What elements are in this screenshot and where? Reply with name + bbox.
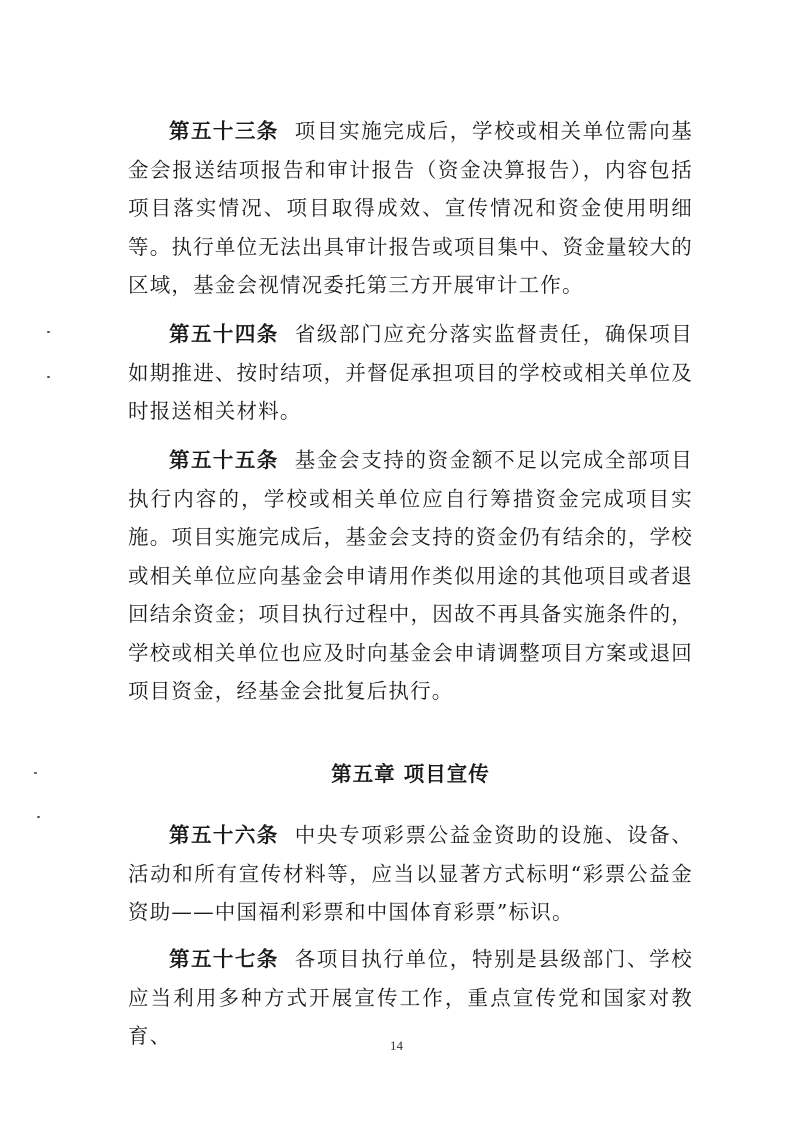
article-number: 第五十三条 (169, 119, 279, 143)
article-text: 项目实施完成后，学校或相关单位需向基金会报送结项报告和审计报告（资金决算报告），内容包括项目落实情况、项目取得成效、宣传情况和资金使用明细等。执行单位无法出具审计报告或项目集中、资金量较大的区域，基金会视情况委托第三方开展审计工作。 (128, 119, 693, 297)
article-number: 第五十五条 (169, 448, 279, 472)
article-53 (128, 112, 693, 305)
scan-speck (34, 772, 37, 774)
page-number: 14 (390, 1038, 403, 1053)
scan-speck (37, 816, 40, 818)
scan-speck (47, 331, 50, 333)
article-text: 基金会支持的资金额不足以完成全部项目执行内容的，学校或相关单位应自行筹措资金完成项目实施。项目实施完成后，基金会支持的资金仍有结余的，学校或相关单位应向基金会申请用作类似用途的其他项目或者退回结余资金；项目执行过程中，因故不再具备实施条件的，学校或相关单位也应及时向基金会申请调整项目方案或退回项目资金，经基金会批复后执行。 (128, 448, 693, 703)
article-54 (128, 315, 693, 431)
article-text: 省级部门应充分落实监督责任，确保项目如期推进、按时结项，并督促承担项目的学校或相关单位及时报送相关材料。 (128, 322, 693, 423)
article-55 (128, 441, 693, 711)
article-text: 中央专项彩票公益金资助的设施、设备、活动和所有宣传材料等，应当以显著方式标明“彩票公益金资助——中国福利彩票和中国体育彩票”标识。 (128, 823, 693, 924)
article-56 (128, 816, 693, 932)
scan-speck (47, 376, 50, 378)
article-number: 第五十四条 (169, 322, 279, 346)
chapter-title: 第五章 项目宣传 (331, 762, 490, 786)
article-number: 第五十六条 (169, 823, 279, 847)
article-number: 第五十七条 (169, 947, 279, 971)
article-text: 各项目执行单位，特别是县级部门、学校应当利用多种方式开展宣传工作，重点宣传党和国家对教育、 (128, 947, 693, 1048)
